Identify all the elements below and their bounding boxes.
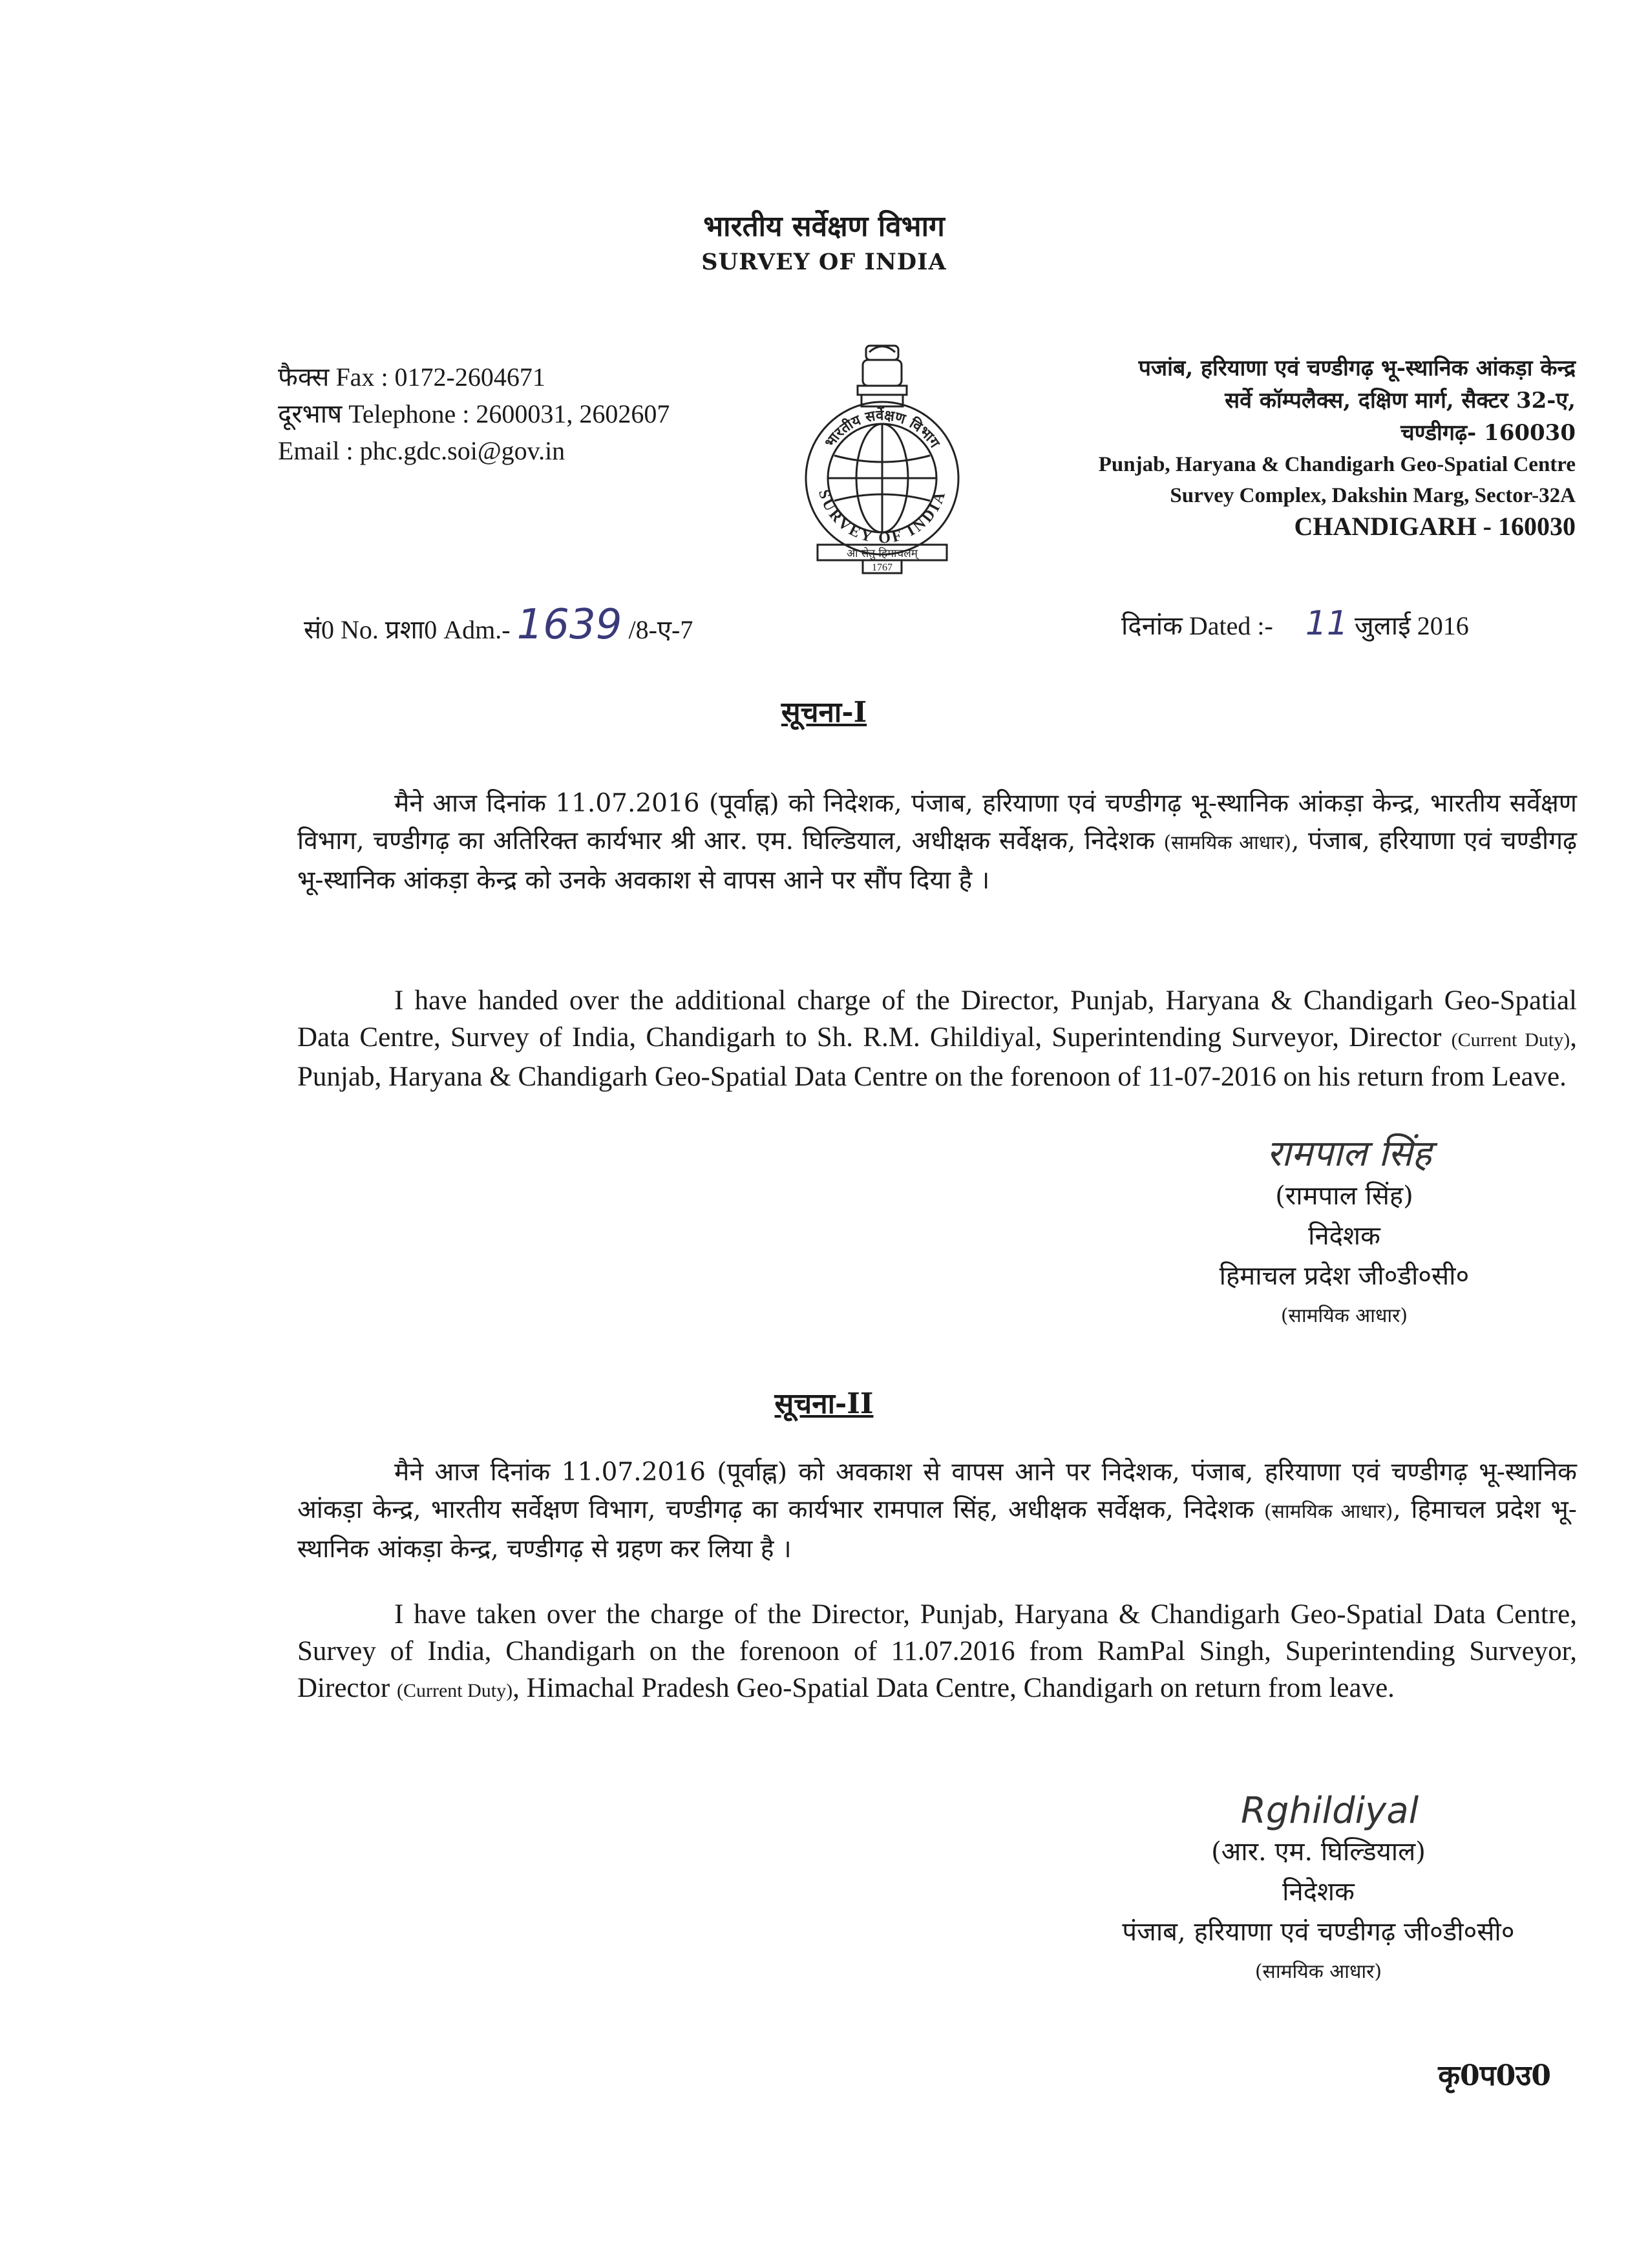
emblem-text-bottom: SURVEY OF INDIA <box>815 487 950 547</box>
notice-2-english-paragraph <box>297 1596 1577 1709</box>
reference-suffix: /8-ए-7 <box>628 615 693 644</box>
notice-2-signatory-basis: (सामयिक आधार) <box>1254 1960 1382 1983</box>
telephone-line: दूरभाष Telephone : 2600031, 2602607 <box>278 399 670 428</box>
notice-2-signatory-title: निदेशक <box>1282 1877 1355 1907</box>
reference-handwritten-number: 1639 <box>516 601 622 649</box>
notice-1-signatory-office: हिमाचल प्रदेश जी०डी०सी० <box>1219 1261 1470 1291</box>
address-hindi-line-3: चण्डीगढ़- 160030 <box>1400 420 1576 446</box>
email-line: Email : phc.gdc.soi@gov.in <box>278 436 565 465</box>
notice-1-hindi-text-a: मैने आज दिनांक 11.07.2016 (पूर्वाह्न) को निदेशक, पंजाब, हरियाणा एवं चण्डीगढ़ भू-स्थानिक आंकड़ा केन्द्र, भारतीय सर्वेक्षण विभाग, चण्डीगढ़ का अतिरिक्त कार्यभार श्री आर. एम. घिल्डियाल, अधीक्षक सर्वेक्षक, निदेशक <box>297 789 1577 856</box>
address-english-line-3: CHANDIGARH - 160030 <box>1294 512 1576 541</box>
notice-2-hindi-current-duty: (सामयिक आधार) <box>1263 1500 1393 1523</box>
emblem-text-top: भारतीय सर्वेक्षण विभाग <box>821 407 943 451</box>
notice-1-signatory-title: निदेशक <box>1308 1221 1380 1251</box>
notice-2-signatory-office: पंजाब, हरियाणा एवं चण्डीगढ़ जी०डी०सी० <box>1122 1917 1515 1947</box>
address-english-line-1: Punjab, Haryana & Chandigarh Geo-Spatial Centre <box>1098 453 1576 476</box>
notice-1-hindi-text-b: , पंजाब, हरियाणा एवं चण्डीगढ़ भू-स्थानिक आंकड़ा केन्द्र को उनके अवकाश से वापस आने पर सौंप दिया है । <box>297 826 1578 895</box>
notice-1-signature: रामपाल सिंह <box>1267 1133 1432 1175</box>
emblem-motto: आ सेतु हिमाचलम् <box>847 547 918 560</box>
notice-2-english-text-b: , Himachal Pradesh Geo-Spatial Data Centre, Chandigarh on return from leave. <box>512 1673 1395 1703</box>
notice-1-signatory <box>1189 1176 1499 1336</box>
dated-label: दिनांक Dated :- <box>1121 611 1273 640</box>
notice-1-hindi-current-duty: (सामयिक आधार) <box>1163 832 1291 854</box>
address-hindi-line-1: पजांब, हरियाणा एवं चण्डीगढ़ भू-स्थानिक आंकड़ा केन्द्र <box>1138 355 1576 381</box>
reference-prefix: सं0 No. प्रशा0 Adm.- <box>304 615 511 644</box>
notice-2-english-current-duty: (Current Duty) <box>397 1680 513 1701</box>
notice-2-hindi-paragraph <box>297 1454 1577 1568</box>
notice-2-signatory-name: (आर. एम. घिल्डियाल) <box>1211 1837 1426 1867</box>
reference-number <box>304 601 693 649</box>
emblem-year: 1767 <box>872 562 893 573</box>
address-english-line-2: Survey Complex, Dakshin Marg, Sector-32A <box>1170 484 1576 507</box>
department-english: SURVEY OF INDIA <box>701 249 947 275</box>
contact-block <box>278 359 670 469</box>
notice-2-signatory <box>1092 1832 1545 1992</box>
notice-2-hindi-text-a: मैने आज दिनांक 11.07.2016 (पूर्वाह्न) को अवकाश से वापस आने पर निदेशक, पंजाब, हरियाणा एवं चण्डीगढ़ भू-स्थानिक आंकड़ा केन्द्र, भारतीय सर्वेक्षण विभाग, चण्डीगढ़ का कार्यभार रामपाल सिंह, अधीक्षक सर्वेक्षक, निदेशक <box>297 1458 1577 1524</box>
letter-date <box>1121 604 1469 643</box>
notice-1-english-paragraph <box>297 982 1577 1095</box>
notice-2-hindi-text-b: , हिमाचल प्रदेश भू-स्थानिक आंकड़ा केन्द्र, चण्डीगढ़ से ग्रहण कर लिया है । <box>297 1495 1577 1564</box>
address-hindi-line-2: सर्वे कॉम्पलैक्स, दक्षिण मार्ग, सैक्टर 32-ए, <box>1225 388 1576 414</box>
notice-1-heading: सूचना-I <box>781 696 867 729</box>
office-address <box>1099 352 1576 542</box>
fax-line: फैक्स Fax : 0172-2604671 <box>278 362 545 392</box>
notice-2-signature: Rghildiyal <box>1241 1790 1419 1832</box>
dated-handwritten-day: 11 <box>1305 604 1348 643</box>
footer-code: कृ0प0उ0 <box>1438 2059 1551 2092</box>
dated-month-year: जुलाई 2016 <box>1355 611 1469 640</box>
notice-2-english-text-a: I have taken over the charge of the Director, Punjab, Haryana & Chandigarh Geo-Spatial Data Centre, Survey of India, Chandigarh on the forenoon of 11.07.2016 from RamPal Singh, Superintending Surveyor, Director <box>297 1599 1577 1703</box>
notice-2-heading: सूचना-II <box>774 1387 874 1420</box>
notice-1-signatory-name: (रामपाल सिंह) <box>1275 1181 1413 1211</box>
notice-1-signatory-basis: (सामयिक आधार) <box>1280 1305 1408 1327</box>
notice-1-hindi-paragraph <box>297 785 1577 899</box>
notice-1-english-text-b: , Punjab, Haryana & Chandigarh Geo-Spatial Data Centre on the forenoon of 11-07-2016 on his return from Leave. <box>297 1022 1577 1092</box>
notice-1-english-text-a: I have handed over the additional charge of the Director, Punjab, Haryana & Chandigarh Geo-Spatial Data Centre, Survey of India, Chandigarh to Sh. R.M. Ghildiyal, Superintending Surveyor, Director <box>297 985 1577 1053</box>
notice-1-english-current-duty: (Current Duty) <box>1451 1029 1570 1051</box>
department-hindi: भारतीय सर्वेक्षण विभाग <box>703 210 945 243</box>
survey-of-india-emblem <box>792 339 973 578</box>
